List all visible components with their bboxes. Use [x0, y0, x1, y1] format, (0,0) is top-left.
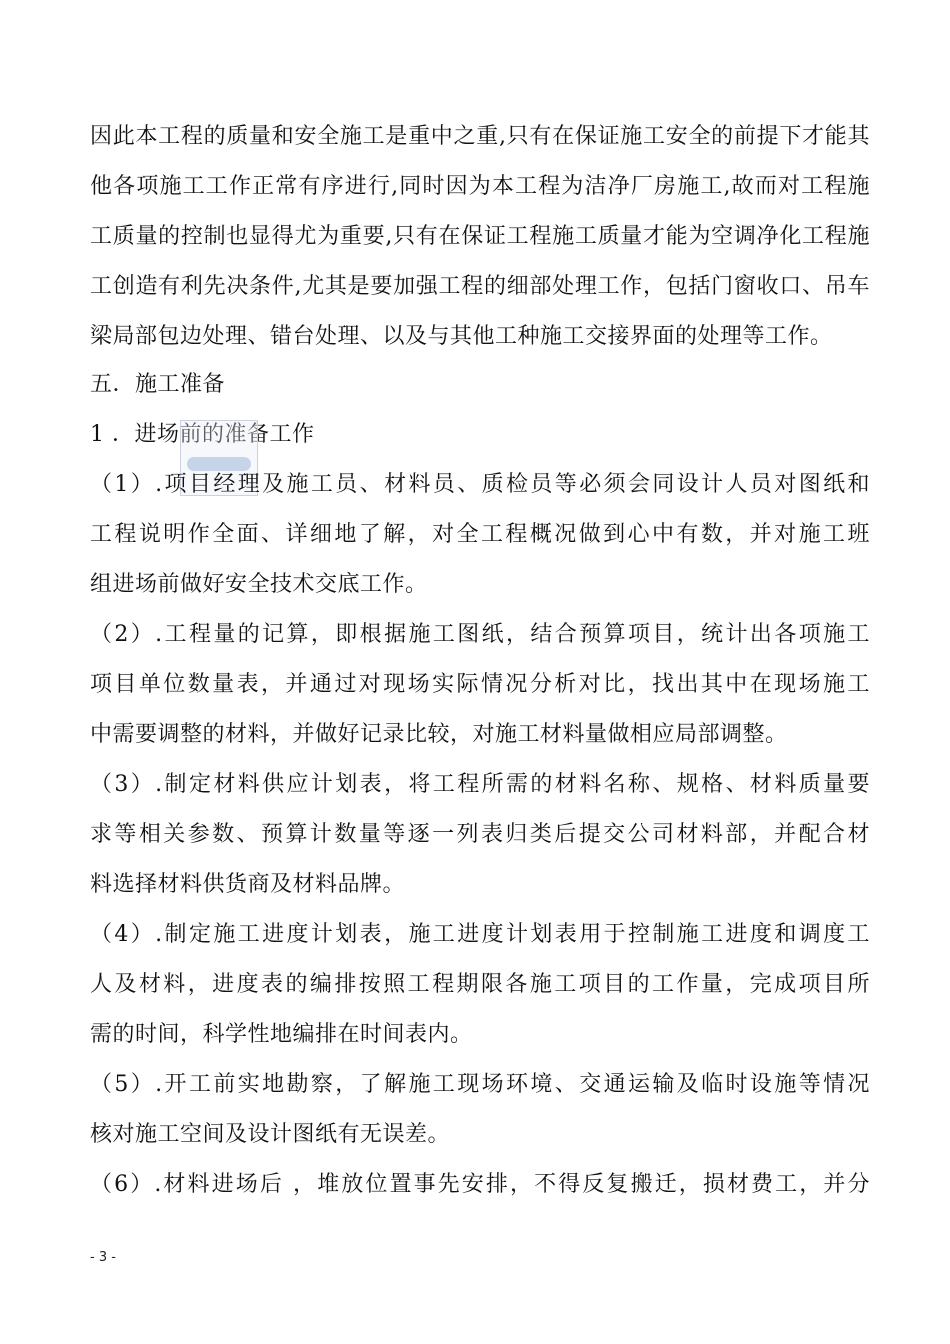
body-text-line: 项目单位数量表，并通过对现场实际情况分析对比，找出其中在现场施工 — [90, 672, 870, 697]
body-text-line: （5）.开工前实地勘察，了解施工现场环境、交通运输及临时设施等情况 — [90, 1072, 870, 1097]
body-text-line: 梁局部包边处理、错台处理、以及与其他工种施工交接界面的处理等工作。 — [90, 324, 833, 349]
body-text-line: （1）.项目经理及施工员、材料员、质检员等必须会同设计人员对图纸和 — [90, 472, 870, 497]
body-text-line: 料选择材料供货商及材料品牌。 — [90, 872, 406, 897]
body-text-line: 中需要调整的材料，并做好记录比较，对施工材料量做相应局部调整。 — [90, 722, 788, 747]
body-text-line: 组进场前做好安全技术交底工作。 — [90, 572, 428, 597]
body-text-line: 核对施工空间及设计图纸有无误差。 — [90, 1122, 451, 1147]
body-text-line: （6）.材料进场后 ，堆放位置事先安排，不得反复搬迁，损材费工，并分 — [90, 1172, 870, 1197]
body-text-line: 他各项施工工作正常有序进行,同时因为本工程为洁净厂房施工,故而对工程施 — [90, 174, 870, 199]
body-text-line: 因此本工程的质量和安全施工是重中之重,只有在保证施工安全的前提下才能其 — [90, 124, 870, 149]
body-text-line: （2）.工程量的记算，即根据施工图纸，结合预算项目，统计出各项施工 — [90, 622, 870, 647]
body-text-line: 工质量的控制也显得尤为重要,只有在保证工程施工质量才能为空调净化工程施 — [90, 224, 870, 249]
subsection-heading: 1 ．进场前的准备工作 — [90, 422, 315, 447]
page-number: - 3 - — [90, 1250, 116, 1265]
body-text-line: 工创造有利先决条件,尤其是要加强工程的细部处理工作，包括门窗收口、吊车 — [90, 274, 870, 299]
body-text-line: （3）.制定材料供应计划表，将工程所需的材料名称、规格、材料质量要 — [90, 772, 870, 797]
body-text-line: 需的时间，科学性地编排在时间表内。 — [90, 1022, 473, 1047]
body-text-line: （4）.制定施工进度计划表，施工进度计划表用于控制施工进度和调度工 — [90, 922, 870, 947]
body-text-line: 人及材料，进度表的编排按照工程期限各施工项目的工作量，完成项目所 — [90, 972, 870, 997]
body-text-line: 求等相关参数、预算计数量等逐一列表归类后提交公司材料部，并配合材 — [90, 822, 870, 847]
section-heading: 五．施工准备 — [90, 372, 226, 397]
body-text-line: 工程说明作全面、详细地了解，对全工程概况做到心中有数，并对施工班 — [90, 522, 870, 547]
